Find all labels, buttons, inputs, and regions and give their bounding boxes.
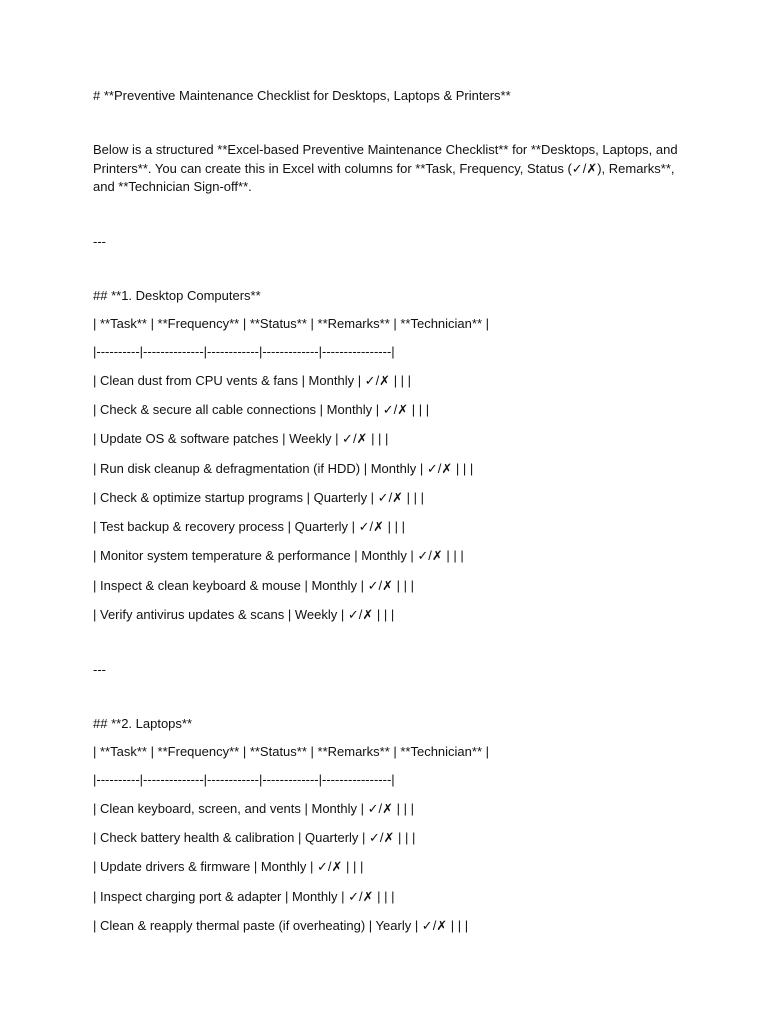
table-row: | Inspect charging port & adapter | Monthly | ✓/✗ | | |	[93, 889, 395, 904]
separator: ---	[93, 662, 106, 677]
table-row: | Run disk cleanup & defragmentation (if HDD) | Monthly | ✓/✗ | | |	[93, 461, 474, 476]
table-row: | Inspect & clean keyboard & mouse | Monthly | ✓/✗ | | |	[93, 578, 414, 593]
table-header-row: | **Task** | **Frequency** | **Status** | **Remarks** | **Technician** |	[93, 744, 489, 759]
table-row: | Clean keyboard, screen, and vents | Monthly | ✓/✗ | | |	[93, 801, 414, 816]
table-row: | Clean & reapply thermal paste (if overheating) | Yearly | ✓/✗ | | |	[93, 918, 469, 933]
intro-paragraph: Below is a structured **Excel-based Preventive Maintenance Checklist** for **Desktops, Laptops, and Printers**. You can create this in Excel with columns for **Task, Frequency, Status (✓/✗), Remarks**, and **Technician Sign-off**.	[93, 142, 678, 194]
table-row: | Test backup & recovery process | Quarterly | ✓/✗ | | |	[93, 519, 406, 534]
table-row: | Check battery health & calibration | Quarterly | ✓/✗ | | |	[93, 830, 416, 845]
table-divider-row: |----------|--------------|------------|-------------|----------------|	[93, 344, 395, 359]
table-divider-row: |----------|--------------|------------|-------------|----------------|	[93, 772, 395, 787]
section-heading-laptops: ## **2. Laptops**	[93, 716, 193, 731]
table-row: | Update OS & software patches | Weekly | ✓/✗ | | |	[93, 431, 389, 446]
table-row: | Update drivers & firmware | Monthly | ✓/✗ | | |	[93, 859, 364, 874]
table-row: | Check & secure all cable connections | Monthly | ✓/✗ | | |	[93, 402, 430, 417]
table-row: | Monitor system temperature & performance | Monthly | ✓/✗ | | |	[93, 548, 464, 563]
section-heading-desktop: ## **1. Desktop Computers**	[93, 288, 261, 303]
table-row: | Check & optimize startup programs | Quarterly | ✓/✗ | | |	[93, 490, 425, 505]
table-row: | Verify antivirus updates & scans | Weekly | ✓/✗ | | |	[93, 607, 395, 622]
document-title: # **Preventive Maintenance Checklist for Desktops, Laptops & Printers**	[93, 88, 511, 103]
separator: ---	[93, 234, 106, 249]
table-header-row: | **Task** | **Frequency** | **Status** | **Remarks** | **Technician** |	[93, 316, 489, 331]
table-row: | Clean dust from CPU vents & fans | Monthly | ✓/✗ | | |	[93, 373, 412, 388]
